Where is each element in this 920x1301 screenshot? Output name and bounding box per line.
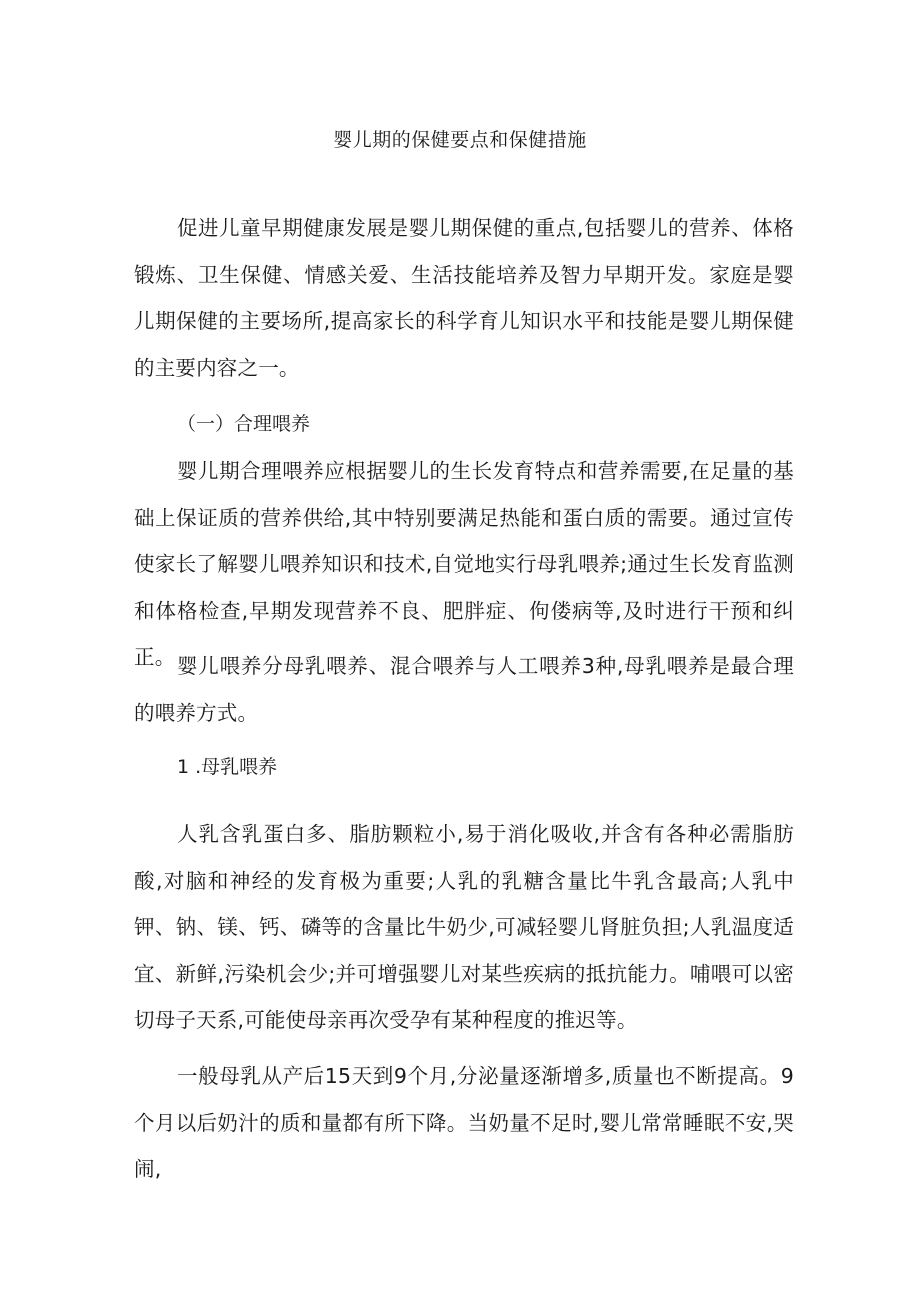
feeding-paragraph: 婴儿期合理喂养应根据婴儿的生长发育特点和营养需要,在足量的基础上保证质的营养供给,其中特别要满足热能和蛋白质的需要。通过宣传使家长了解婴儿喂养知识和技术,自觉地实行母乳喂养;通过生长发育监测和体格检查,早期发现营养不良、肥胖症、佝偻病等,及时进行干预和纠正。	[134, 459, 794, 669]
breastmilk-quantity-paragraph: 一般母乳从产后15天到9个月,分泌量逐渐增多,质量也不断提高。9个月以后奶汁的质和量都有所下降。当奶量不足时,婴儿常常睡眠不安,哭闹,	[134, 1064, 794, 1181]
breastmilk-benefits-paragraph: 人乳含乳蛋白多、脂肪颗粒小,易于消化吸收,并含有各种必需脂肪酸,对脑和神经的发育极为重要;人乳的乳糖含量比牛乳含最高;人乳中钾、钠、镁、钙、磷等的含量比牛奶少,可减轻婴儿肾脏负担;人乳温度适宜、新鲜,污染机会少;并可增强婴儿对某些疾病的抵抗能力。哺喂可以密切母子天系,可能使母亲再次受孕有某种程度的推迟等。	[134, 822, 794, 1032]
section-heading-feeding: （一）合理喂养	[177, 413, 311, 435]
page-title: 婴儿期的保健要点和保健措施	[333, 129, 587, 151]
intro-paragraph: 促进儿童早期健康发展是婴儿期保健的重点,包括婴儿的营养、体格锻炼、卫生保健、情感关爱、生活技能培养及智力早期开发。家庭是婴儿期保健的主要场所,提高家长的科学育儿知识水平和技能是婴儿期保健的主要内容之一。	[134, 216, 794, 380]
feeding-types-paragraph: 婴儿喂养分母乳喂养、混合喂养与人工喂养3种,母乳喂养是最合理的喂养方式。	[134, 654, 794, 725]
subsection-heading-breastfeeding: 1 .母乳喂养	[177, 756, 278, 778]
